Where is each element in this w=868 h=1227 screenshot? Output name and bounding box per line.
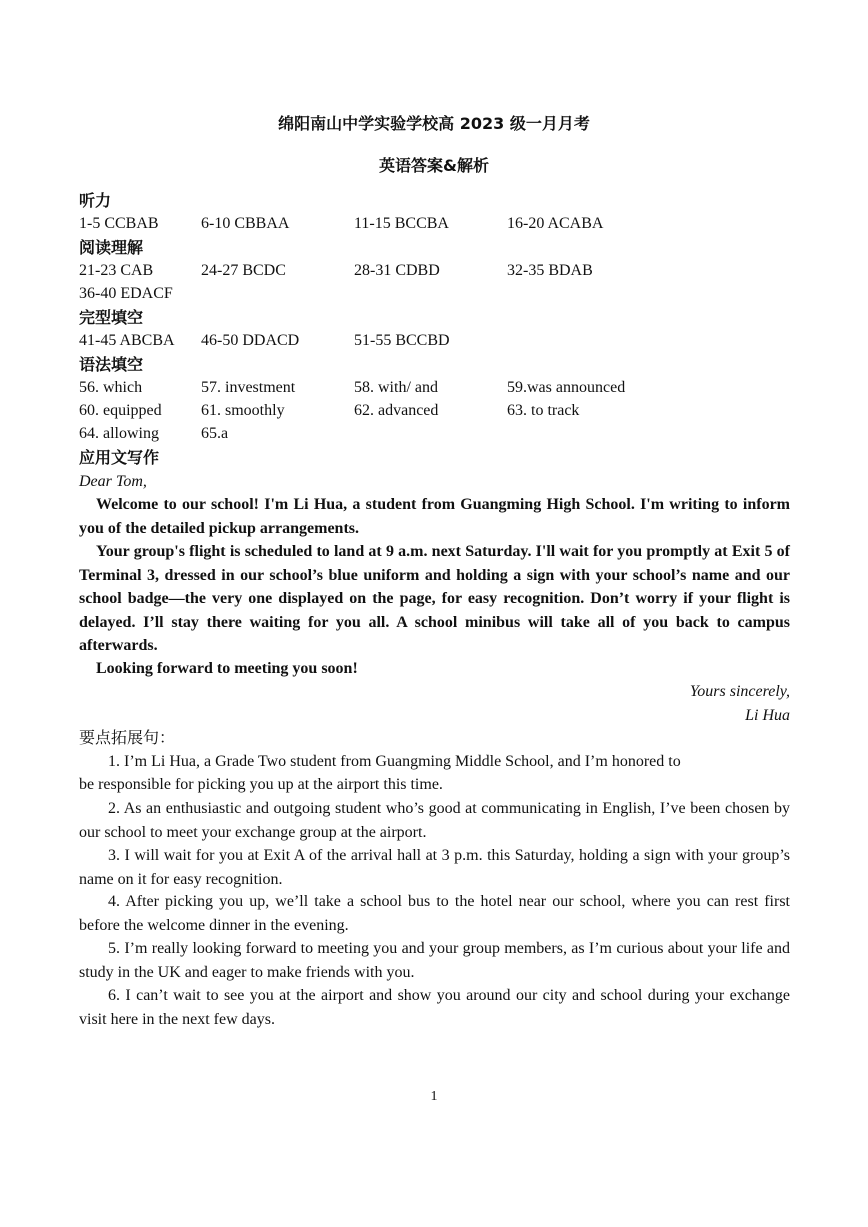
answer-cell: 28-31 CDBD [354,262,440,279]
key-sentence-4: 4. After picking you up, we’ll take a school bus to the hotel near our school, where you can rest first before the welcome dinner in the evening. [79,893,790,934]
letter-paragraph-2: Your group's flight is scheduled to land at 9 a.m. next Saturday. I'll wait for you promptly at Exit 5 of Terminal 3, dressed in our school’s blue uniform and holding a sign with your school’s name and our school badge—the very one displayed on the page, for easy recognition. Don’t worry if your flight is delayed. I’ll stay there waiting for you all. A school minibus will take all of you back to campus afterwards. [79,543,790,654]
answer-cell: 11-15 BCCBA [354,215,449,232]
page-title: 绵阳南山中学实验学校高 2023 级一月月考 [278,114,590,133]
letter-paragraph-1: Welcome to our school! I'm Li Hua, a student from Guangming High School. I'm writing to inform you of the detailed pickup arrangements. [79,496,790,537]
section-heading-cloze: 完型填空 [79,308,144,327]
answer-cell: 65.a [201,425,229,442]
page-subtitle: 英语答案&解析 [379,156,489,175]
key-sentence-3: 3. I will wait for you at Exit A of the arrival hall at 3 p.m. this Saturday, holding a sign with your group’s name on it for easy recognition. [79,847,790,888]
answer-cell: 16-20 ACABA [507,215,604,232]
section-heading-writing: 应用文写作 [79,448,160,467]
key-sentences-label: 要点拓展句： [79,728,176,747]
answer-cell: 36-40 EDACF [79,285,173,302]
answer-cell: 62. advanced [354,402,439,419]
answer-cell: 58. with/ and [354,379,438,396]
answer-cell: 56. which [79,379,143,396]
answer-cell: 32-35 BDAB [507,262,593,279]
letter-signature: Li Hua [745,707,790,724]
answer-cell: 21-23 CAB [79,262,154,279]
letter-salutation: Dear Tom, [79,473,147,490]
answer-cell: 51-55 BCCBD [354,332,450,349]
section-heading-listening: 听力 [79,191,112,210]
answer-cell: 24-27 BCDC [201,262,286,279]
key-sentence-5: 5. I’m really looking forward to meeting you and your group members, as I’m curious about your life and study in the UK and eager to make friends with you. [79,940,790,981]
answer-cell: 64. allowing [79,425,159,442]
answer-cell: 61. smoothly [201,402,285,419]
key-sentence-6: 6. I can’t wait to see you at the airport and show you around our city and school during your exchange visit here in the next few days. [79,987,790,1028]
answer-cell: 60. equipped [79,402,162,419]
answer-cell: 59.was announced [507,379,626,396]
answer-cell: 1-5 CCBAB [79,215,159,232]
answer-cell: 57. investment [201,379,296,396]
letter-closing: Yours sincerely, [689,683,790,700]
section-heading-reading: 阅读理解 [79,238,144,257]
answer-cell: 46-50 DDACD [201,332,300,349]
key-sentence-1-line-1: 1. I’m Li Hua, a Grade Two student from Guangming Middle School, and I’m honored to [108,753,681,770]
answer-cell: 63. to track [507,402,580,419]
section-heading-grammar: 语法填空 [79,355,144,374]
key-sentence-1-line-2: be responsible for picking you up at the airport this time. [79,776,443,793]
answer-cell: 41-45 ABCBA [79,332,175,349]
answer-cell: 6-10 CBBAA [201,215,290,232]
key-sentence-2: 2. As an enthusiastic and outgoing student who’s good at communicating in English, I’ve been chosen by our school to meet your exchange group at the airport. [79,800,790,841]
letter-paragraph-3: Looking forward to meeting you soon! [96,660,358,677]
page-number: 1 [430,1089,438,1104]
